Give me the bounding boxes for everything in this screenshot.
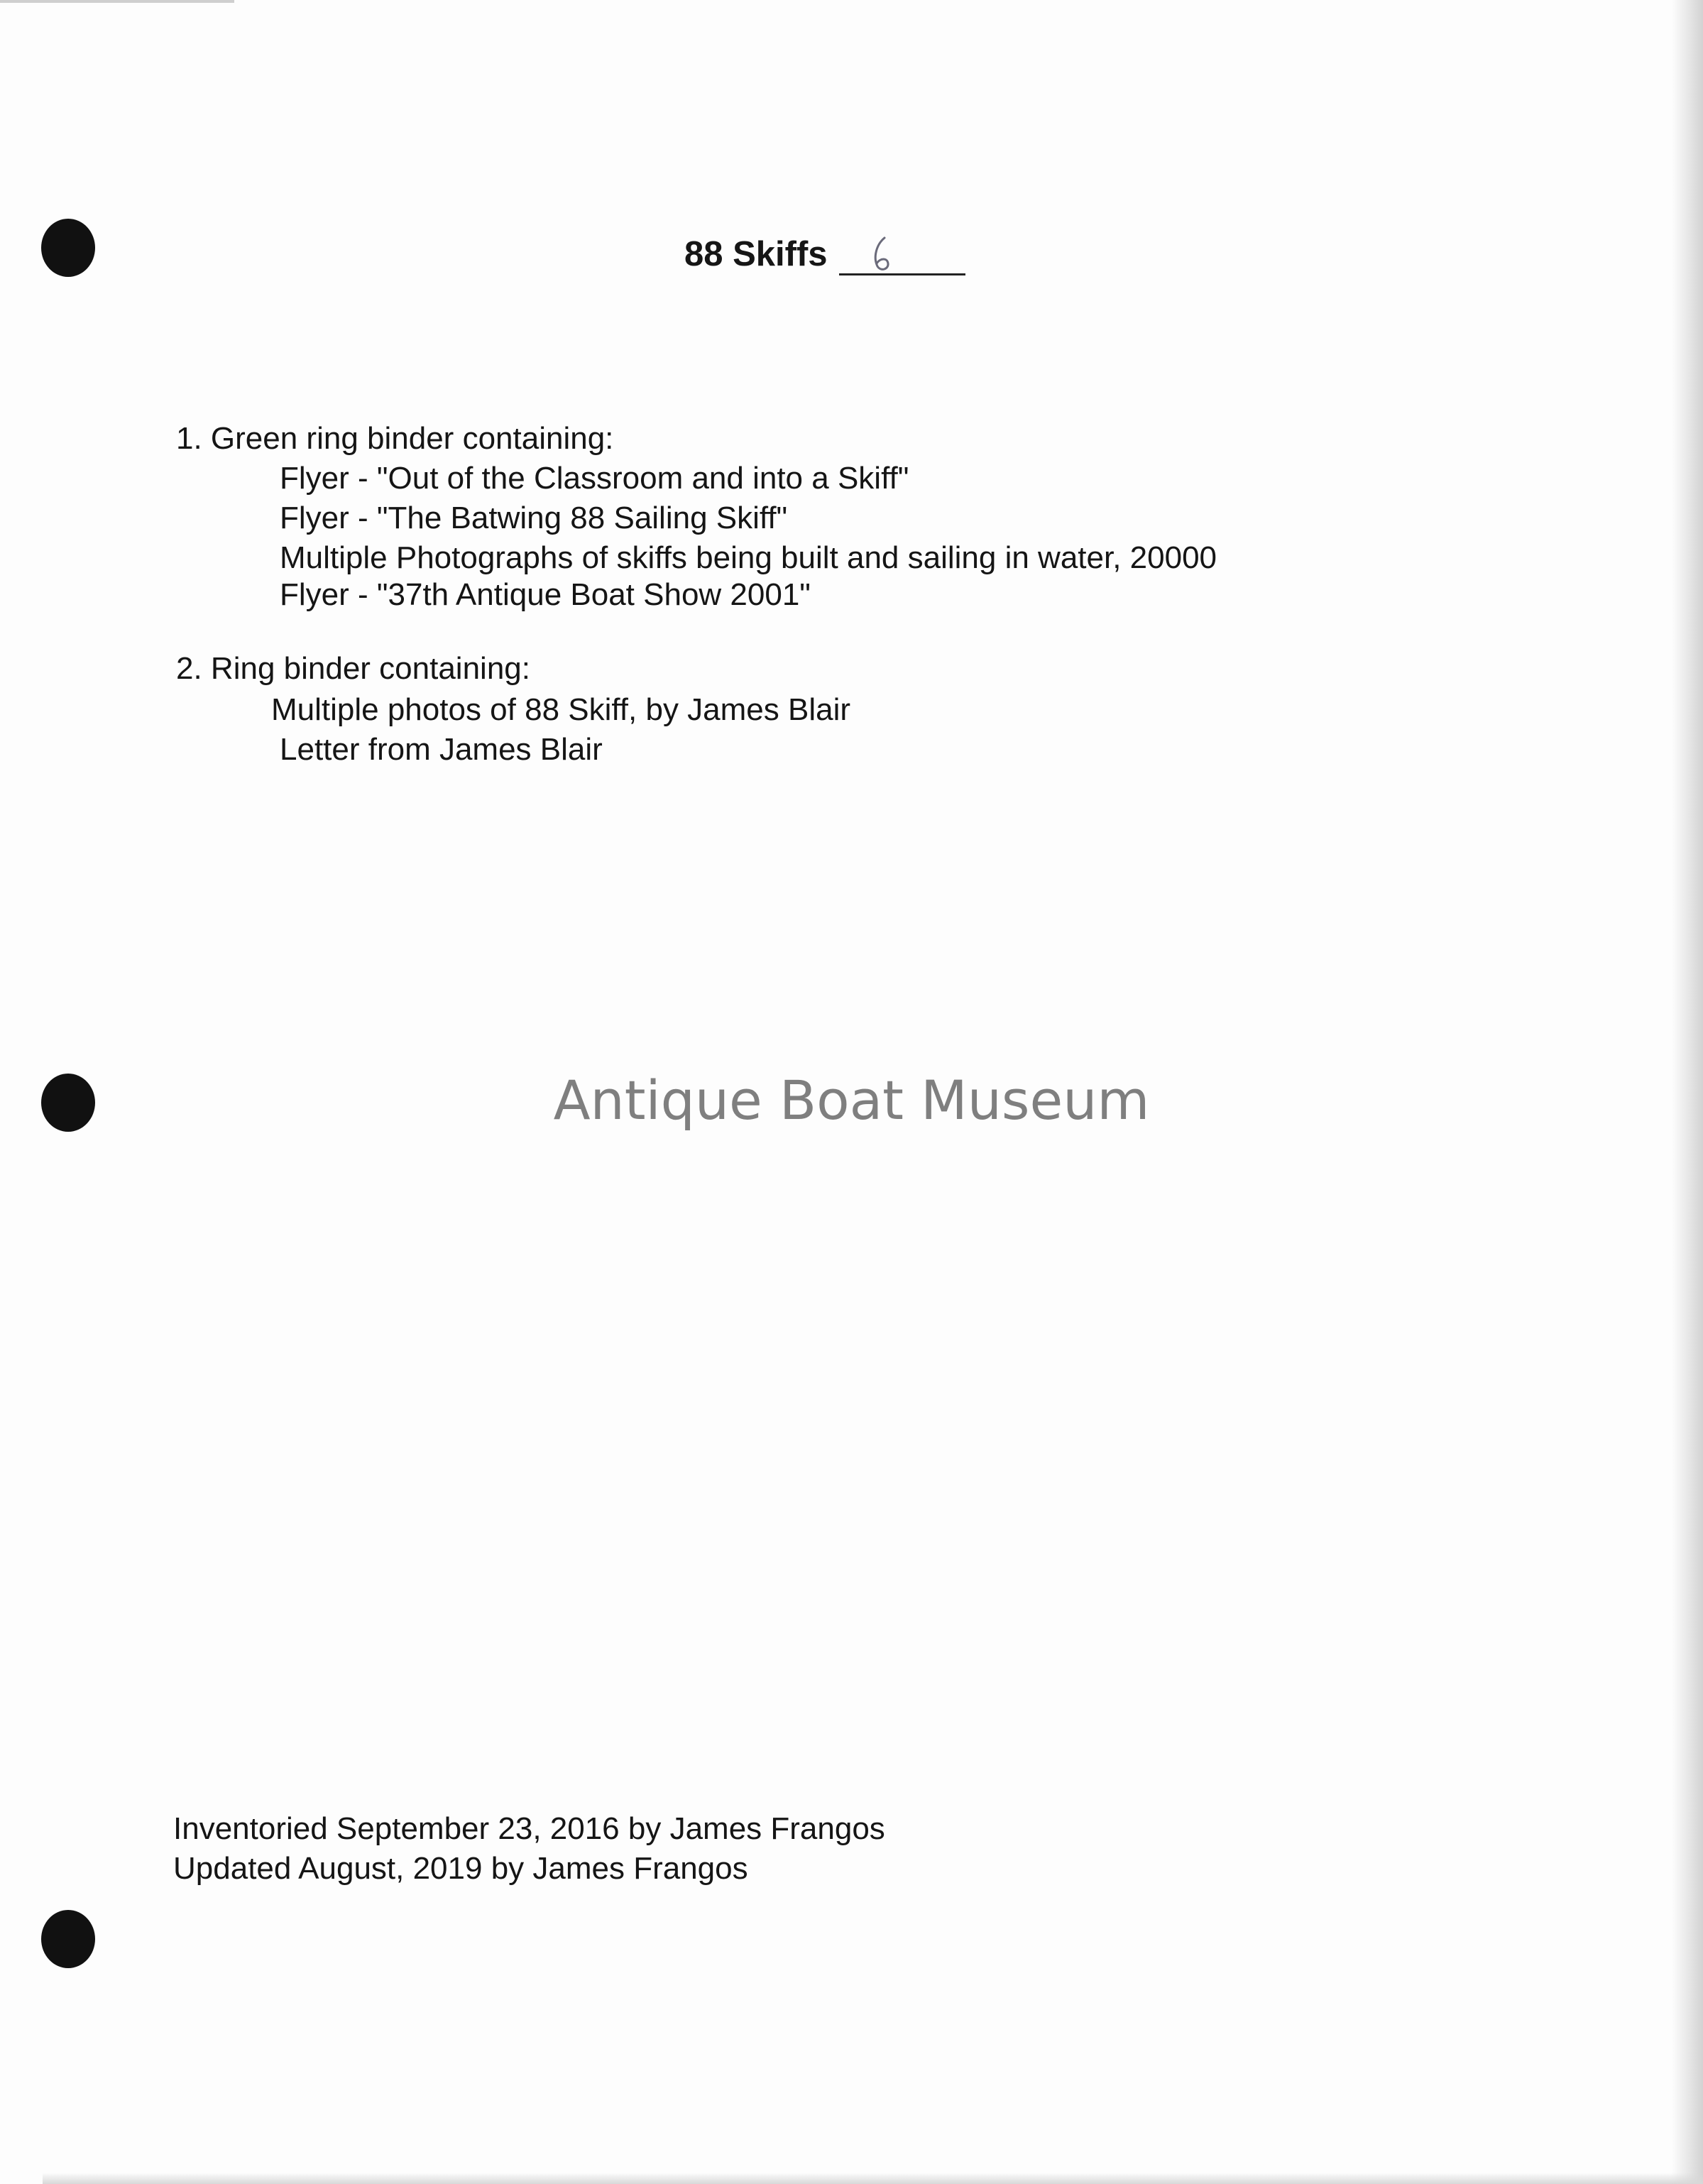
punch-hole-bottom [41,1910,95,1968]
section-1-item: Multiple Photographs of skiffs being built and sailing in water, 20000 [280,540,1217,575]
number-blank [839,231,965,275]
section-2-item: Multiple photos of 88 Skiff, by James Blair [271,692,851,727]
scan-edge-top [0,0,234,3]
section-1-item: Flyer - "37th Antique Boat Show 2001" [280,577,811,612]
footer-inventoried: Inventoried September 23, 2016 by James Frangos [173,1811,885,1846]
title-row [684,233,965,275]
watermark: Antique Boat Museum [553,1069,1150,1132]
footer-updated: Updated August, 2019 by James Frangos [173,1851,748,1886]
section-2-heading: 2. Ring binder containing: [176,651,530,686]
section-1-heading: 1. Green ring binder containing: [176,421,614,456]
section-1-item: Flyer - "The Batwing 88 Sailing Skiff" [280,501,788,535]
punch-hole-top [41,219,95,277]
document-title: 88 Skiffs [684,235,828,273]
scan-edge-bottom [43,2173,1703,2184]
section-1-item: Flyer - "Out of the Classroom and into a Skiff" [280,461,909,496]
handwritten-mark-6 [867,234,896,273]
section-2-item: Letter from James Blair [280,732,603,767]
